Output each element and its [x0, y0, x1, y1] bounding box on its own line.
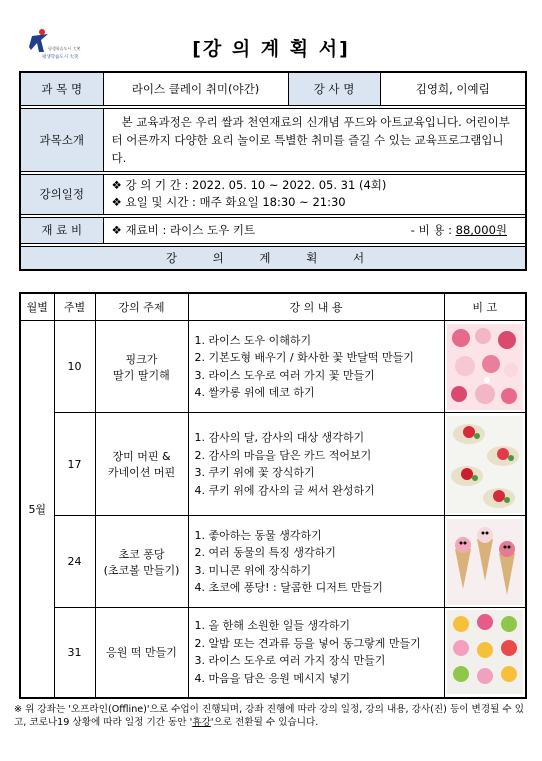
content-item: 1. 라이스 도우 이해하기 [194, 333, 312, 347]
content-item: 4. 쿠키 위에 감사의 글 써서 완성하기 [194, 483, 375, 497]
week-photo [444, 608, 526, 698]
content-item: 4. 초코에 퐁당! : 달콤한 디저트 만들기 [194, 581, 383, 594]
col-week: 주별 [54, 293, 95, 321]
week-photo [444, 413, 526, 516]
week-content [188, 413, 444, 516]
course-name: 라이스 클레이 취미(야간) [103, 72, 288, 105]
content-item: 1. 좋아하는 동물 생각하기 [194, 528, 322, 542]
logo-line2: 평생학습도시 大笑 [42, 55, 79, 60]
content-item: 2. 알밤 또는 견과류 등을 넣어 동그랗게 만들기 [194, 636, 421, 650]
mini-cone-photo-icon [447, 519, 523, 605]
instructor-label: 강 사 명 [288, 72, 380, 105]
col-note: 비 고 [444, 293, 526, 321]
course-intro: 본 교육과정은 우리 쌀과 천연재료의 신개념 푸드와 아트교육입니다. 어린이부터 어른까지 다양한 요리 놀이로 특별한 취미를 즐길 수 있는 교육프로그램입니다. [103, 108, 526, 171]
footnote-text-end: '으로 전환될 수 있습니다. [210, 716, 319, 728]
col-month: 월별 [20, 293, 54, 321]
rice-cake-photo-icon [447, 610, 523, 694]
content-item: 2. 여러 동물의 특징 생각하기 [194, 546, 336, 559]
material-text: ❖ 재료비 : 라이스 도우 키트 [111, 223, 256, 237]
content-item: 1. 올 한해 소원한 일들 생각하기 [194, 619, 350, 633]
week-content [188, 516, 444, 608]
week-topic: 장미 머핀 & 카네이션 머핀 [95, 413, 188, 516]
week-photo [444, 321, 526, 413]
content-item: 1. 감사의 달, 감사의 대상 생각하기 [194, 431, 365, 444]
week-content [188, 608, 444, 698]
material-label: 재 료 비 [20, 217, 103, 243]
logo-line1: 평생학습도시 大笑 [48, 46, 81, 51]
week-number: 24 [54, 516, 95, 608]
week-topic: 응원 떡 만들기 [95, 608, 188, 698]
content-item: 3. 라이스 도우로 여러 가지 장식 만들기 [194, 654, 386, 668]
cost-label: - 비 용 : [410, 223, 452, 237]
page-title: [강 의 계 획 서] [192, 38, 350, 60]
flower-muffin-photo-icon [447, 416, 523, 513]
info-table [19, 71, 527, 271]
footnote [14, 704, 529, 729]
cost-value: 88,000원 [455, 223, 507, 237]
week-number: 10 [54, 321, 95, 413]
course-period: ❖ 강 의 기 간 : 2022. 05. 10 ~ 2022. 05. 31 (4회) [111, 178, 387, 192]
week-number: 31 [54, 608, 95, 698]
content-item: 2. 감사의 마음을 담은 카드 적어보기 [194, 448, 372, 462]
month-cell: 5월 [20, 321, 54, 698]
content-item: 4. 쌀카롱 위에 데코 하기 [194, 386, 315, 399]
course-time: ❖ 요일 및 시간 : 매주 화요일 18:30 ~ 21:30 [111, 195, 346, 209]
plan-heading: 강 의 계 획 서 [20, 246, 526, 270]
content-item: 2. 기본도형 배우기 / 화사한 꽃 반달떡 만들기 [194, 351, 414, 364]
col-content: 강 의 내 용 [188, 293, 444, 321]
footnote-text: ※ 위 강좌는 '오프라인(Offline)'으로 수업이 진행되며, 강좌 진행에 따라 강의 일정, 강의 내용, 강사(진) 등이 변경될 수 있고, 코로나19 상황에 따라 일정 기간 동안 ' [14, 704, 524, 728]
course-name-label: 과 목 명 [20, 72, 103, 105]
week-photo [444, 516, 526, 608]
pink-macaron-photo-icon [447, 324, 523, 410]
content-item: 4. 마음을 담은 응원 메시지 넣기 [194, 671, 350, 685]
col-topic: 강의 주제 [95, 293, 188, 321]
instructor-name: 김영희, 이예림 [380, 72, 526, 105]
week-number: 17 [54, 413, 95, 516]
week-content [188, 321, 444, 413]
content-item: 3. 쿠키 위에 꽃 장식하기 [194, 466, 315, 479]
content-item: 3. 미니콘 위에 장식하기 [194, 563, 312, 577]
footnote-underlined: 휴강 [192, 716, 211, 728]
content-item: 3. 라이스 도우로 여러 가지 꽃 만들기 [194, 368, 375, 382]
week-topic: 핑크가 딸기 딸기해 [95, 321, 188, 413]
week-topic: 초코 퐁당 (초코볼 만들기) [95, 516, 188, 608]
schedule-label: 강의일정 [20, 174, 103, 214]
plan-table [19, 292, 527, 699]
intro-label: 과목소개 [20, 108, 103, 171]
